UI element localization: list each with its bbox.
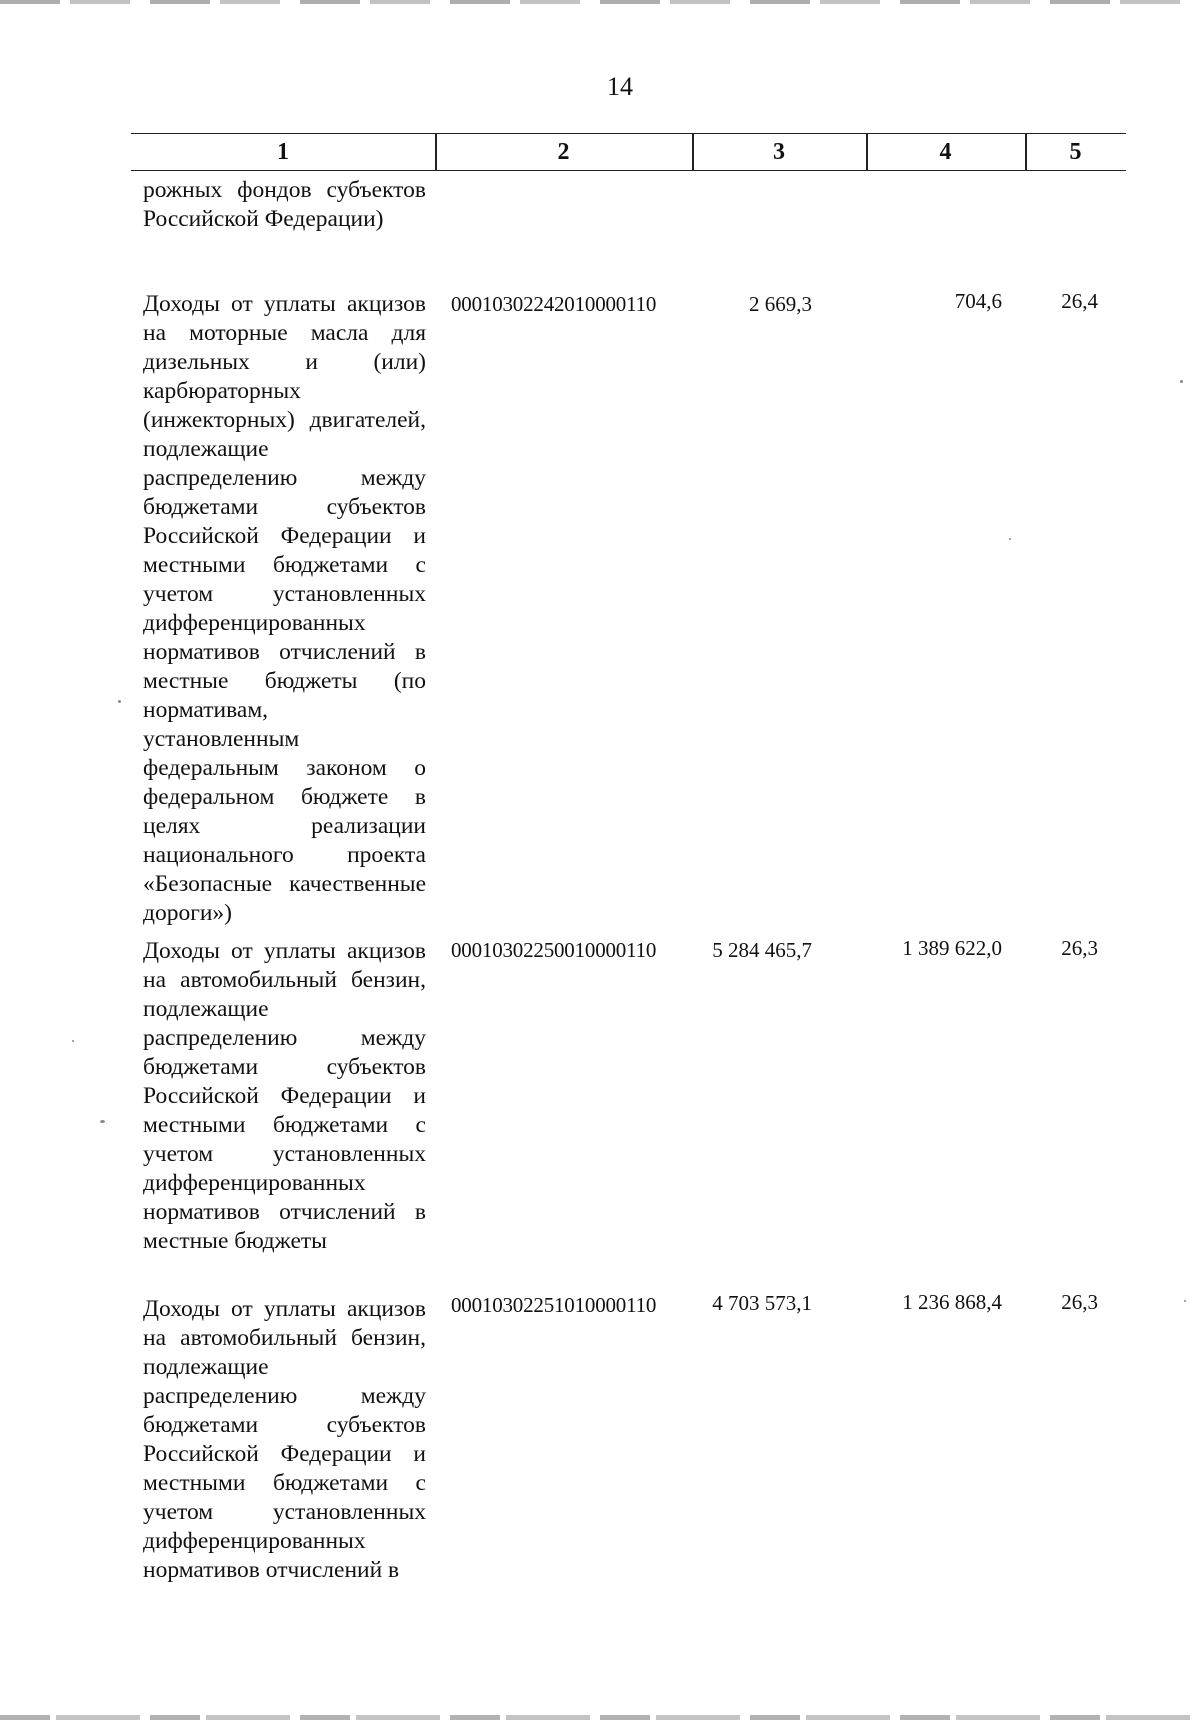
row-description: рожных фондов субъектов Российской Федерации) <box>143 177 426 232</box>
row-value-col4: 1 236 868,4 <box>902 1290 1002 1314</box>
header-col-2: 2 <box>557 139 570 165</box>
header-col-5: 5 <box>1069 139 1082 165</box>
scan-speck <box>1184 1300 1186 1302</box>
row-code: 00010302251010000110 <box>451 1293 657 1317</box>
scan-top-edge <box>0 0 1200 4</box>
column-divider <box>866 134 868 170</box>
table-header <box>131 133 1126 171</box>
header-col-3: 3 <box>773 139 785 165</box>
row-value-col5: 26,3 <box>1061 1290 1098 1314</box>
row-code: 00010302242010000110 <box>451 292 657 316</box>
scan-speck <box>100 1120 105 1123</box>
column-divider <box>1025 134 1027 170</box>
scan-bottom-edge <box>0 1715 1200 1720</box>
row-value-col3: 4 703 573,1 <box>712 1291 812 1315</box>
row-description: Доходы от уплаты акцизов на автомобильный бензин, подлежащие распределению между бюджетами субъектов Российской Федерации и местными бюджетами с учетом установленных дифференцированных нормативов отчислений в местные бюджеты <box>143 938 426 1254</box>
row-value-col4: 704,6 <box>954 289 1002 313</box>
scan-speck <box>72 1040 74 1042</box>
row-code: 00010302250010000110 <box>451 938 657 962</box>
row-description: Доходы от уплаты акцизов на моторные масла для дизельных и (или) карбюраторных (инжекторных) двигателей, подлежащие распределению между бюджетами субъектов Российской Федерации и местными бюджетами с учетом установленных дифференцированных нормативов отчислений в местные бюджеты (по нормативам, установленным федеральным законом о федеральном бюджете в целях реализации национального проекта «Безопасные качественные дороги») <box>143 291 426 926</box>
page-number: 14 <box>607 72 633 101</box>
row-value-col5: 26,4 <box>1061 289 1098 313</box>
column-divider <box>692 134 694 170</box>
row-description: Доходы от уплаты акцизов на автомобильный бензин, подлежащие распределению между бюджетами субъектов Российской Федерации и местными бюджетами с учетом установленных дифференцированных нормативов отчислений в <box>143 1296 426 1583</box>
scan-speck <box>1180 380 1183 383</box>
header-col-4: 4 <box>939 139 952 165</box>
row-value-col5: 26,3 <box>1061 936 1098 960</box>
scan-speck <box>118 700 121 703</box>
scan-speck <box>1009 538 1011 540</box>
row-value-col3: 5 284 465,7 <box>712 938 812 962</box>
header-col-1: 1 <box>277 139 289 165</box>
column-divider <box>435 134 437 170</box>
row-value-col4: 1 389 622,0 <box>902 936 1002 960</box>
row-value-col3: 2 669,3 <box>749 292 812 316</box>
